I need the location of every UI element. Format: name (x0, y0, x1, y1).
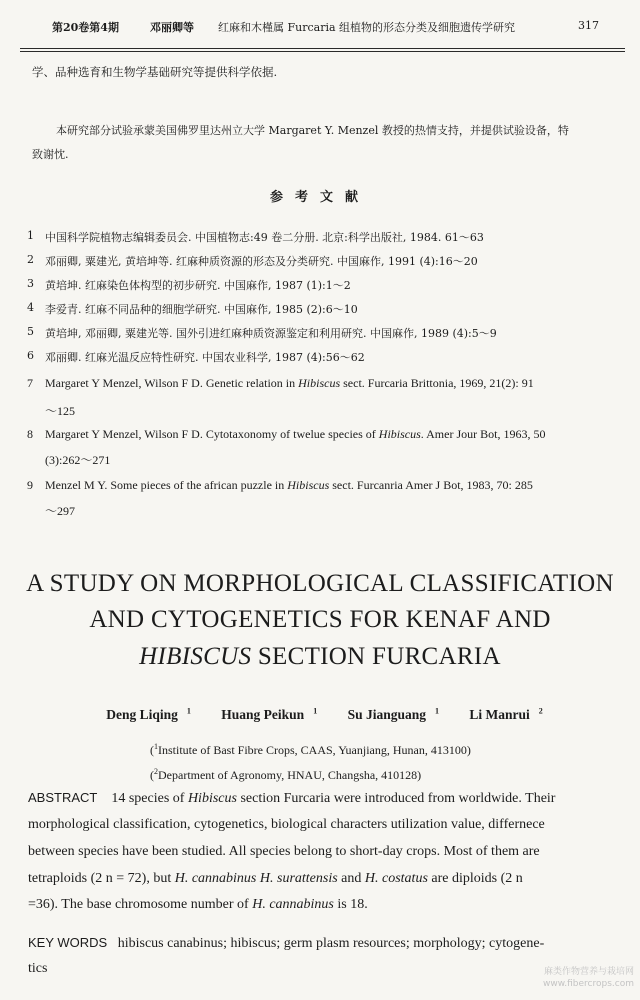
reference-text: 黄培坤, 邓丽卿, 粟建光等. 国外引进红麻种质资源鉴定和利用研究. 中国麻作, 1989 (4):5～9 (45, 327, 497, 340)
reference-number: 9 (27, 478, 33, 492)
paper-title-line-2: AND CYTOGENETICS FOR KENAF AND (89, 606, 551, 633)
header-rule (20, 48, 625, 49)
abstract-line: =36). The base chromosome number of H. cannabinus is 18. (28, 897, 368, 912)
page-number: 317 (578, 19, 599, 32)
journal-volume: 第20卷第4期 (52, 21, 119, 34)
reference-continuation: ～297 (45, 504, 76, 518)
reference-text: 李爱青. 红麻不同品种的细胞学研究. 中国麻作, 1985 (2):6～10 (45, 303, 358, 316)
author: Su Jianguang $^1$ (347, 706, 439, 722)
affiliation: ($^2$Department of Agronomy, HNAU, Changsha, 410128) (150, 767, 422, 782)
abstract-line: between species have been studied. All species belong to short-day crops. Most of them are (28, 844, 540, 859)
acknowledgement-line-1: 本研究部分试验承蒙美国佛罗里达州立大学 Margaret Y. Menzel 教授的热情支持，并提供试验设备，特 (56, 124, 569, 137)
reference-text: Margaret Y Menzel, Wilson F D. Genetic relation in Hibiscus sect. Furcaria Brittonia, 1969, 21(2): 91 (45, 376, 534, 390)
header-title: 红麻和木槿属 Furcaria 组植物的形态分类及细胞遗传学研究 (218, 21, 516, 34)
header-authors: 邓丽卿等 (150, 21, 194, 34)
abstract-line: morphological classification, cytogenetics, biological characters utilization value, differnece (28, 817, 545, 832)
reference-continuation: (3):262～271 (45, 453, 111, 467)
paper-title-line-3: HIBISCUS SECTION FURCARIA (139, 643, 501, 670)
header-rule-secondary (20, 51, 625, 52)
paper-title-line-1: A STUDY ON MORPHOLOGICAL CLASSIFICATION (26, 570, 614, 597)
affiliation: ($^1$Institute of Bast Fibre Crops, CAAS, Yuanjiang, Hunan, 413100) (150, 742, 471, 757)
reference-text: 邓丽卿. 红麻光温反应特性研究. 中国农业科学, 1987 (4):56～62 (45, 351, 365, 364)
author: Huang Peikun $^1$ (221, 706, 318, 722)
reference-number: 6 (27, 349, 34, 362)
author: Li Manrui $^2$ (469, 706, 543, 722)
references-heading: 参考文献 (269, 190, 370, 205)
reference-text: 中国科学院植物志编辑委员会. 中国植物志:49 卷二分册. 北京:科学出版社, 1984. 61～63 (45, 231, 484, 244)
reference-text: Menzel M Y. Some pieces of the african puzzle in Hibiscus sect. Furcanria Amer J Bot, 1983, 70: 285 (45, 478, 533, 492)
reference-text: 黄培坤. 红麻染色体构型的初步研究. 中国麻作, 1987 (1):1～2 (45, 279, 351, 292)
reference-number: 4 (27, 301, 34, 314)
reference-number: 8 (27, 427, 33, 441)
keywords-label: KEY WORDS (28, 935, 108, 950)
continuation-text: 学、品种选育和生物学基础研究等提供科学依据. (32, 65, 278, 79)
author: Deng Liqing $^1$ (106, 706, 191, 722)
reference-text: 邓丽卿, 粟建光, 黄培坤等. 红麻种质资源的形态及分类研究. 中国麻作, 1991 (4):16～20 (45, 255, 478, 268)
keywords-continuation: tics (28, 961, 48, 976)
reference-number: 1 (27, 229, 34, 242)
acknowledgement-line-2: 致谢忱. (32, 148, 69, 161)
reference-continuation: ～125 (45, 404, 76, 418)
abstract-label: ABSTRACT (28, 790, 98, 805)
author-list (0, 706, 640, 723)
abstract-line: ABSTRACT 14 species of Hibiscus section Furcaria were introduced from worldwide. Their (28, 790, 556, 806)
keywords-line: KEY WORDS hibiscus canabinus; hibiscus; germ plasm resources; morphology; cytogene- (28, 935, 545, 951)
reference-number: 7 (27, 376, 33, 390)
reference-number: 5 (27, 325, 34, 338)
reference-text: Margaret Y Menzel, Wilson F D. Cytotaxonomy of twelue species of Hibiscus. Amer Jour Bot, 1963, 50 (45, 427, 546, 441)
reference-number: 2 (27, 253, 34, 266)
watermark: 麻类作物营养与栽培网 www.fibercrops.com (543, 967, 634, 989)
abstract-line: tetraploids (2 n = 72), but H. cannabinus H. surattensis and H. costatus are diploids (2 n (28, 871, 523, 886)
reference-number: 3 (27, 277, 34, 290)
